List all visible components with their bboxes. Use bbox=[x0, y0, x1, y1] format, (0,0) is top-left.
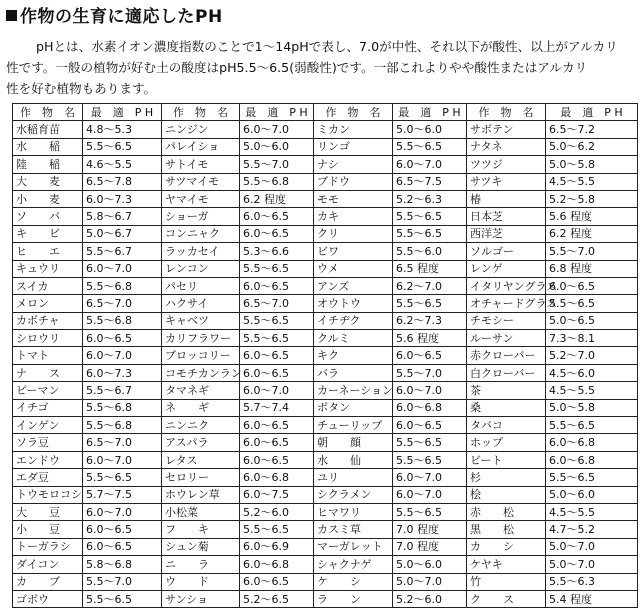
crop-name-cell: ミカン bbox=[314, 121, 393, 138]
table-row bbox=[13, 312, 638, 329]
crop-name-cell: 朝 顔 bbox=[314, 434, 393, 451]
crop-name-cell: カリフラワー bbox=[162, 330, 240, 347]
ph-value-cell: 5.5〜6.5 bbox=[393, 451, 467, 468]
ph-value-cell: 7.3〜8.1 bbox=[546, 330, 638, 347]
table-row bbox=[13, 590, 638, 607]
crop-name-cell: レンゲ bbox=[467, 260, 546, 277]
header-ph: 最 適 P H bbox=[393, 104, 467, 121]
table-row bbox=[13, 190, 638, 207]
ph-value-cell: 5.0〜7.0 bbox=[546, 556, 638, 573]
crop-name-cell: 赤 松 bbox=[467, 503, 546, 520]
crop-name-cell: チューリップ bbox=[314, 417, 393, 434]
header-ph: 最 適 P H bbox=[240, 104, 314, 121]
crop-name-cell: エンドウ bbox=[13, 451, 83, 468]
header-ph: 最 適 P H bbox=[546, 104, 638, 121]
ph-value-cell: 4.5〜5.5 bbox=[546, 173, 638, 190]
crop-name-cell: ビート bbox=[467, 451, 546, 468]
ph-value-cell: 5.6 程度 bbox=[393, 330, 467, 347]
table-row bbox=[13, 451, 638, 468]
ph-value-cell: 6.5〜7.2 bbox=[546, 121, 638, 138]
crop-name-cell: サトイモ bbox=[162, 156, 240, 173]
ph-value-cell: 6.0〜6.5 bbox=[546, 277, 638, 294]
crop-name-cell: 大 豆 bbox=[13, 503, 83, 520]
crop-name-cell: スイカ bbox=[13, 277, 83, 294]
intro-line: 性です。一般の植物が好む土の酸度はpH5.5〜6.5(弱酸性)です。一部これよりやや酸性またはアルカリ bbox=[6, 60, 588, 75]
ph-value-cell: 6.5〜7.0 bbox=[83, 434, 162, 451]
intro-line: 性を好む植物もあります。 bbox=[6, 81, 157, 96]
crop-name-cell: キク bbox=[314, 347, 393, 364]
crop-name-cell: トウモロコシ bbox=[13, 486, 83, 503]
crop-name-cell: カキ bbox=[314, 208, 393, 225]
crop-name-cell: 杉 bbox=[467, 469, 546, 486]
table-row bbox=[13, 538, 638, 555]
crop-name-cell: ナシ bbox=[314, 156, 393, 173]
ph-value-cell: 6.0〜7.0 bbox=[83, 503, 162, 520]
ph-value-cell: 6.0〜7.3 bbox=[83, 190, 162, 207]
ph-value-cell: 5.5〜6.5 bbox=[546, 295, 638, 312]
square-bullet-icon bbox=[6, 10, 17, 21]
ph-value-cell: 6.0〜6.5 bbox=[240, 277, 314, 294]
ph-value-cell: 5.5〜6.5 bbox=[393, 434, 467, 451]
crop-name-cell: タマネギ bbox=[162, 382, 240, 399]
table-row bbox=[13, 225, 638, 242]
page-title bbox=[6, 2, 223, 27]
crop-name-cell: 水 稲 bbox=[13, 138, 83, 155]
ph-value-cell: 5.5〜6.5 bbox=[83, 469, 162, 486]
ph-value-cell: 6.0〜6.5 bbox=[240, 225, 314, 242]
ph-value-cell: 6.0〜7.0 bbox=[240, 382, 314, 399]
crop-name-cell: ウメ bbox=[314, 260, 393, 277]
crop-name-cell: ケ シ bbox=[314, 573, 393, 590]
crop-name-cell: ソラ豆 bbox=[13, 434, 83, 451]
table-row bbox=[13, 295, 638, 312]
crop-name-cell: ヒマワリ bbox=[314, 503, 393, 520]
ph-value-cell: 5.5〜6.8 bbox=[240, 173, 314, 190]
ph-value-cell: 6.2〜7.3 bbox=[393, 312, 467, 329]
table-row bbox=[13, 573, 638, 590]
ph-value-cell: 5.0〜6.0 bbox=[393, 121, 467, 138]
ph-value-cell: 5.5〜6.5 bbox=[83, 590, 162, 607]
crop-name-cell: サツキ bbox=[467, 173, 546, 190]
ph-value-cell: 5.7〜7.5 bbox=[83, 486, 162, 503]
crop-name-cell: 白クローバー bbox=[467, 364, 546, 381]
ph-value-cell: 6.0〜6.5 bbox=[240, 451, 314, 468]
crop-name-cell: ボタン bbox=[314, 399, 393, 416]
crop-name-cell: コモチカンラン bbox=[162, 364, 240, 381]
crop-name-cell: ニンジン bbox=[162, 121, 240, 138]
table-row bbox=[13, 469, 638, 486]
ph-value-cell: 6.0〜7.0 bbox=[83, 260, 162, 277]
crop-name-cell: カスミ草 bbox=[314, 521, 393, 538]
crop-name-cell: 大 麦 bbox=[13, 173, 83, 190]
ph-value-cell: 6.2 程度 bbox=[546, 225, 638, 242]
ph-value-cell: 5.0〜6.0 bbox=[546, 486, 638, 503]
ph-value-cell: 6.0〜7.0 bbox=[393, 469, 467, 486]
ph-value-cell: 4.7〜5.2 bbox=[546, 521, 638, 538]
ph-value-cell: 5.2〜7.0 bbox=[546, 347, 638, 364]
ph-value-cell: 5.5〜6.8 bbox=[83, 312, 162, 329]
table-row bbox=[13, 121, 638, 138]
table-row bbox=[13, 382, 638, 399]
ph-value-cell: 6.0〜6.5 bbox=[393, 417, 467, 434]
ph-value-cell: 5.0〜6.0 bbox=[240, 138, 314, 155]
ph-value-cell: 6.0〜6.8 bbox=[240, 556, 314, 573]
crop-name-cell: ブロッコリー bbox=[162, 347, 240, 364]
crop-name-cell: シクラメン bbox=[314, 486, 393, 503]
crop-name-cell: パレイショ bbox=[162, 138, 240, 155]
intro-paragraph bbox=[6, 36, 636, 99]
ph-value-cell: 6.0〜6.5 bbox=[83, 330, 162, 347]
table-header-row bbox=[13, 104, 638, 121]
crop-name-cell: フ キ bbox=[162, 521, 240, 538]
crop-name-cell: ニ ラ bbox=[162, 556, 240, 573]
ph-table bbox=[12, 103, 638, 608]
crop-name-cell: 桧 bbox=[467, 486, 546, 503]
crop-name-cell: トーガラシ bbox=[13, 538, 83, 555]
crop-name-cell: マーガレット bbox=[314, 538, 393, 555]
crop-name-cell: ビワ bbox=[314, 243, 393, 260]
ph-value-cell: 5.5〜6.5 bbox=[83, 138, 162, 155]
crop-name-cell: ゴボウ bbox=[13, 590, 83, 607]
ph-value-cell: 6.0〜7.0 bbox=[393, 382, 467, 399]
ph-value-cell: 5.0〜7.0 bbox=[546, 538, 638, 555]
crop-name-cell: カーネーション bbox=[314, 382, 393, 399]
ph-value-cell: 6.0〜7.0 bbox=[393, 156, 467, 173]
crop-name-cell: 小 麦 bbox=[13, 190, 83, 207]
crop-name-cell: タバコ bbox=[467, 417, 546, 434]
table-row bbox=[13, 417, 638, 434]
ph-value-cell: 6.0〜6.8 bbox=[546, 434, 638, 451]
crop-name-cell: オチャードグラス bbox=[467, 295, 546, 312]
crop-name-cell: ブドウ bbox=[314, 173, 393, 190]
ph-value-cell: 5.5〜6.5 bbox=[546, 469, 638, 486]
ph-value-cell: 6.0〜6.5 bbox=[83, 538, 162, 555]
crop-name-cell: クリ bbox=[314, 225, 393, 242]
ph-value-cell: 6.5 程度 bbox=[393, 260, 467, 277]
crop-name-cell: ホップ bbox=[467, 434, 546, 451]
ph-value-cell: 6.0〜6.5 bbox=[393, 347, 467, 364]
ph-value-cell: 5.8〜6.7 bbox=[83, 208, 162, 225]
crop-name-cell: ナタネ bbox=[467, 138, 546, 155]
crop-name-cell: ダイコン bbox=[13, 556, 83, 573]
ph-value-cell: 5.5〜7.0 bbox=[240, 156, 314, 173]
ph-value-cell: 5.0〜5.8 bbox=[546, 399, 638, 416]
crop-name-cell: ラッカセイ bbox=[162, 243, 240, 260]
crop-name-cell: 西洋芝 bbox=[467, 225, 546, 242]
ph-value-cell: 5.4 程度 bbox=[546, 590, 638, 607]
crop-name-cell: 椿 bbox=[467, 190, 546, 207]
crop-name-cell: カ シ bbox=[467, 538, 546, 555]
crop-name-cell: 小 豆 bbox=[13, 521, 83, 538]
ph-value-cell: 5.5〜6.5 bbox=[393, 503, 467, 520]
table-row bbox=[13, 521, 638, 538]
ph-value-cell: 6.0〜7.0 bbox=[240, 121, 314, 138]
crop-name-cell: ケヤキ bbox=[467, 556, 546, 573]
ph-value-cell: 6.0〜6.5 bbox=[240, 417, 314, 434]
crop-name-cell: シロウリ bbox=[13, 330, 83, 347]
ph-value-cell: 5.8〜6.8 bbox=[83, 556, 162, 573]
crop-name-cell: サボテン bbox=[467, 121, 546, 138]
ph-value-cell: 6.5〜7.0 bbox=[83, 295, 162, 312]
ph-value-cell: 5.5〜7.0 bbox=[546, 243, 638, 260]
ph-value-cell: 6.0〜6.5 bbox=[83, 521, 162, 538]
crop-name-cell: 赤クローバー bbox=[467, 347, 546, 364]
crop-name-cell: シュン菊 bbox=[162, 538, 240, 555]
ph-value-cell: 7.0 程度 bbox=[393, 538, 467, 555]
ph-value-cell: 5.2〜6.5 bbox=[240, 590, 314, 607]
ph-value-cell: 5.2〜5.8 bbox=[546, 190, 638, 207]
ph-value-cell: 5.5〜6.7 bbox=[83, 243, 162, 260]
ph-value-cell: 5.0〜6.0 bbox=[393, 556, 467, 573]
header-crop: 作 物 名 bbox=[314, 104, 393, 121]
table-row bbox=[13, 486, 638, 503]
intro-line: pHとは、水素イオン濃度指数のことで1〜14pHで表し、7.0が中性、それ以下が酸性、以上がアルカリ bbox=[36, 39, 618, 54]
crop-name-cell: ヤマイモ bbox=[162, 190, 240, 207]
ph-value-cell: 5.0〜6.7 bbox=[83, 225, 162, 242]
crop-name-cell: キュウリ bbox=[13, 260, 83, 277]
ph-value-cell: 4.6〜5.5 bbox=[83, 156, 162, 173]
title-text: 作物の生育に適応したPH bbox=[20, 7, 223, 27]
header-crop: 作 物 名 bbox=[467, 104, 546, 121]
ph-value-cell: 6.0〜6.8 bbox=[546, 451, 638, 468]
ph-value-cell: 5.5〜6.8 bbox=[83, 417, 162, 434]
ph-value-cell: 6.0〜6.5 bbox=[240, 434, 314, 451]
crop-name-cell: パセリ bbox=[162, 277, 240, 294]
ph-value-cell: 5.5〜6.5 bbox=[546, 417, 638, 434]
table-row bbox=[13, 243, 638, 260]
ph-value-cell: 5.6 程度 bbox=[546, 208, 638, 225]
crop-name-cell: クルミ bbox=[314, 330, 393, 347]
crop-name-cell: ラ ン bbox=[314, 590, 393, 607]
ph-value-cell: 5.2〜6.3 bbox=[393, 190, 467, 207]
table-row bbox=[13, 260, 638, 277]
crop-name-cell: カボチャ bbox=[13, 312, 83, 329]
ph-value-cell: 5.5〜7.0 bbox=[393, 364, 467, 381]
crop-name-cell: ハクサイ bbox=[162, 295, 240, 312]
ph-value-cell: 5.5〜6.5 bbox=[393, 225, 467, 242]
table-row bbox=[13, 364, 638, 381]
table-row bbox=[13, 556, 638, 573]
ph-value-cell: 5.0〜7.0 bbox=[393, 573, 467, 590]
ph-value-cell: 6.2〜7.0 bbox=[393, 277, 467, 294]
crop-name-cell: ウ ド bbox=[162, 573, 240, 590]
crop-name-cell: イチゴ bbox=[13, 399, 83, 416]
crop-name-cell: 黒 松 bbox=[467, 521, 546, 538]
crop-name-cell: カ ブ bbox=[13, 573, 83, 590]
crop-name-cell: ク ス bbox=[467, 590, 546, 607]
ph-value-cell: 4.8〜5.3 bbox=[83, 121, 162, 138]
crop-name-cell: 陸 稲 bbox=[13, 156, 83, 173]
ph-value-cell: 4.5〜5.5 bbox=[546, 503, 638, 520]
ph-value-cell: 5.0〜5.8 bbox=[546, 156, 638, 173]
ph-value-cell: 5.5〜6.8 bbox=[83, 399, 162, 416]
crop-name-cell: ナ ス bbox=[13, 364, 83, 381]
header-crop: 作 物 名 bbox=[13, 104, 83, 121]
ph-value-cell: 4.5〜5.5 bbox=[546, 382, 638, 399]
crop-name-cell: イタリヤングラス bbox=[467, 277, 546, 294]
ph-value-cell: 6.0〜6.5 bbox=[240, 364, 314, 381]
ph-value-cell: 6.5〜7.0 bbox=[240, 295, 314, 312]
ph-value-cell: 6.0〜7.0 bbox=[393, 486, 467, 503]
crop-name-cell: アンズ bbox=[314, 277, 393, 294]
ph-value-cell: 4.5〜6.0 bbox=[546, 364, 638, 381]
ph-value-cell: 5.5〜6.5 bbox=[240, 330, 314, 347]
ph-value-cell: 5.5〜6.5 bbox=[240, 260, 314, 277]
crop-name-cell: エダ豆 bbox=[13, 469, 83, 486]
ph-value-cell: 6.0〜6.5 bbox=[240, 573, 314, 590]
table-row bbox=[13, 330, 638, 347]
ph-value-cell: 5.5〜6.7 bbox=[83, 382, 162, 399]
crop-name-cell: ヒ エ bbox=[13, 243, 83, 260]
crop-name-cell: キ ビ bbox=[13, 225, 83, 242]
crop-name-cell: サンショ bbox=[162, 590, 240, 607]
crop-name-cell: 小松菜 bbox=[162, 503, 240, 520]
crop-name-cell: レタス bbox=[162, 451, 240, 468]
ph-value-cell: 6.0〜6.9 bbox=[240, 538, 314, 555]
crop-name-cell: 竹 bbox=[467, 573, 546, 590]
ph-value-cell: 5.5〜6.5 bbox=[240, 312, 314, 329]
crop-name-cell: レンコン bbox=[162, 260, 240, 277]
crop-name-cell: バラ bbox=[314, 364, 393, 381]
ph-value-cell: 6.2 程度 bbox=[240, 190, 314, 207]
crop-name-cell: ユリ bbox=[314, 469, 393, 486]
crop-name-cell: 水 仙 bbox=[314, 451, 393, 468]
crop-name-cell: モモ bbox=[314, 190, 393, 207]
crop-name-cell: アスパラ bbox=[162, 434, 240, 451]
ph-value-cell: 6.0〜6.8 bbox=[393, 399, 467, 416]
ph-value-cell: 7.0 程度 bbox=[393, 521, 467, 538]
crop-name-cell: 水稲育苗 bbox=[13, 121, 83, 138]
ph-value-cell: 5.2〜6.0 bbox=[393, 590, 467, 607]
crop-name-cell: インゲン bbox=[13, 417, 83, 434]
header-ph: 最 適 P H bbox=[83, 104, 162, 121]
ph-value-cell: 5.7〜7.4 bbox=[240, 399, 314, 416]
ph-value-cell: 6.8 程度 bbox=[546, 260, 638, 277]
crop-name-cell: ショーガ bbox=[162, 208, 240, 225]
crop-name-cell: オウトウ bbox=[314, 295, 393, 312]
table-row bbox=[13, 173, 638, 190]
crop-name-cell: ソ バ bbox=[13, 208, 83, 225]
ph-value-cell: 6.0〜7.0 bbox=[83, 451, 162, 468]
crop-name-cell: 茶 bbox=[467, 382, 546, 399]
crop-name-cell: 日本芝 bbox=[467, 208, 546, 225]
table-row bbox=[13, 208, 638, 225]
crop-name-cell: ホウレン草 bbox=[162, 486, 240, 503]
crop-name-cell: ネ ギ bbox=[162, 399, 240, 416]
ph-value-cell: 5.5〜6.8 bbox=[83, 277, 162, 294]
table-row bbox=[13, 503, 638, 520]
crop-name-cell: チモシー bbox=[467, 312, 546, 329]
crop-name-cell: リンゴ bbox=[314, 138, 393, 155]
ph-value-cell: 5.5〜7.0 bbox=[83, 573, 162, 590]
ph-value-cell: 6.0〜6.8 bbox=[240, 469, 314, 486]
header-crop: 作 物 名 bbox=[162, 104, 240, 121]
crop-name-cell: 桑 bbox=[467, 399, 546, 416]
crop-name-cell: ツツジ bbox=[467, 156, 546, 173]
ph-value-cell: 5.5〜6.5 bbox=[393, 208, 467, 225]
crop-name-cell: イチヂク bbox=[314, 312, 393, 329]
ph-value-cell: 5.5〜6.5 bbox=[240, 521, 314, 538]
ph-value-cell: 6.0〜6.5 bbox=[240, 347, 314, 364]
crop-name-cell: コンニャク bbox=[162, 225, 240, 242]
ph-value-cell: 6.0〜7.3 bbox=[83, 364, 162, 381]
ph-value-cell: 5.0〜6.2 bbox=[546, 138, 638, 155]
crop-name-cell: ルーサン bbox=[467, 330, 546, 347]
crop-name-cell: シャクナゲ bbox=[314, 556, 393, 573]
ph-value-cell: 5.3〜6.6 bbox=[240, 243, 314, 260]
crop-name-cell: トマト bbox=[13, 347, 83, 364]
table-row bbox=[13, 347, 638, 364]
crop-name-cell: ソルゴー bbox=[467, 243, 546, 260]
table-row bbox=[13, 434, 638, 451]
ph-value-cell: 5.5〜6.0 bbox=[393, 243, 467, 260]
crop-name-cell: ピーマン bbox=[13, 382, 83, 399]
crop-name-cell: サツマイモ bbox=[162, 173, 240, 190]
table-row bbox=[13, 399, 638, 416]
ph-value-cell: 5.2〜6.0 bbox=[240, 503, 314, 520]
ph-value-cell: 6.5〜7.5 bbox=[393, 173, 467, 190]
ph-value-cell: 6.0〜7.0 bbox=[83, 347, 162, 364]
ph-value-cell: 5.5〜6.5 bbox=[393, 138, 467, 155]
table-row bbox=[13, 277, 638, 294]
ph-value-cell: 5.5〜6.5 bbox=[393, 295, 467, 312]
ph-value-cell: 6.5〜7.8 bbox=[83, 173, 162, 190]
ph-value-cell: 5.0〜6.5 bbox=[546, 312, 638, 329]
crop-name-cell: キャベツ bbox=[162, 312, 240, 329]
ph-value-cell: 6.0〜7.5 bbox=[240, 486, 314, 503]
crop-name-cell: メロン bbox=[13, 295, 83, 312]
table-row bbox=[13, 156, 638, 173]
table-row bbox=[13, 138, 638, 155]
crop-name-cell: セロリー bbox=[162, 469, 240, 486]
ph-value-cell: 6.0〜6.5 bbox=[240, 208, 314, 225]
ph-value-cell: 5.5〜6.3 bbox=[546, 573, 638, 590]
crop-name-cell: ニンニク bbox=[162, 417, 240, 434]
